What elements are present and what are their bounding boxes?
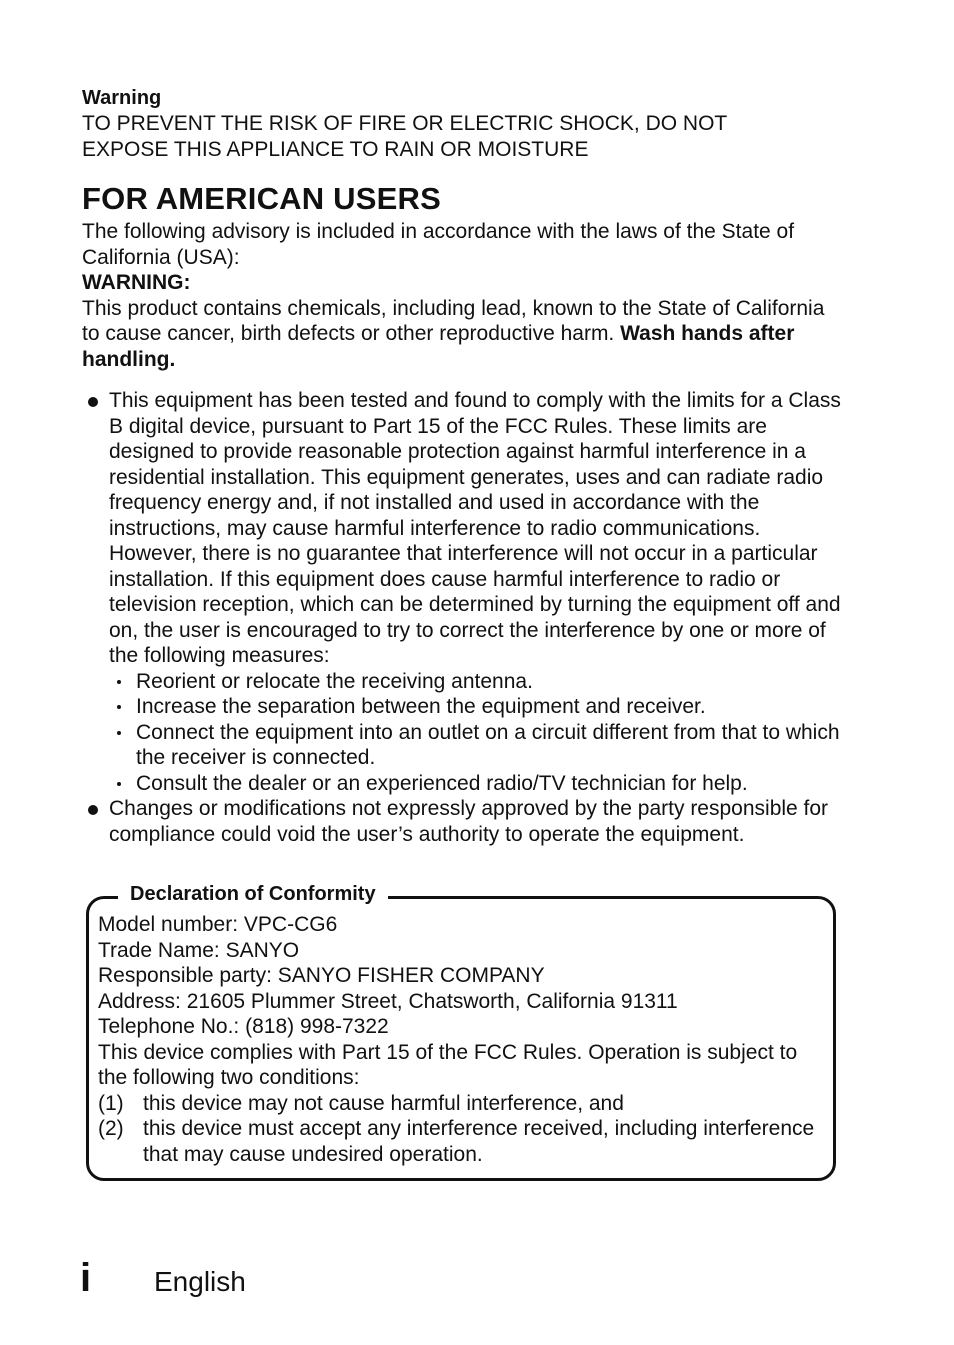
responsible-party: Responsible party: SANYO FISHER COMPANY	[98, 964, 545, 987]
fcc-bullet-1	[82, 388, 842, 796]
fcc-bullet-2-text: Changes or modifications not expressly approved by the party responsible for compliance could void the user’s authority to operate the equipment.	[109, 797, 829, 846]
measures-list	[109, 669, 842, 797]
advisory-text: The following advisory is included in accordance with the laws of the State of California (USA):	[82, 220, 795, 269]
footer-language: English	[154, 1266, 246, 1297]
condition-number: (2)	[98, 1117, 124, 1140]
model-number: Model number: VPC-CG6	[98, 913, 338, 936]
page-number: i	[80, 1256, 92, 1300]
measure-text: Consult the dealer or an experienced radio/TV technician for help.	[136, 771, 748, 795]
condition-item	[98, 1091, 828, 1117]
condition-text: this device must accept any interference received, including interference that may cause undesired operation.	[143, 1117, 815, 1166]
compliance-statement: This device complies with Part 15 of the FCC Rules. Operation is subject to the following two conditions:	[98, 1040, 798, 1089]
telephone: Telephone No.: (818) 998-7322	[98, 1015, 389, 1038]
prop65-warning-text	[82, 296, 842, 373]
fcc-bullet-2	[82, 796, 842, 847]
measure-text: Reorient or relocate the receiving antenna.	[136, 669, 533, 693]
warning-line-2: EXPOSE THIS APPLIANCE TO RAIN OR MOISTURE	[82, 137, 589, 161]
document-body	[82, 86, 842, 847]
fcc-bullet-1-text: This equipment has been tested and found to comply with the limits for a Class B digital device, pursuant to Part 15 of the FCC Rules. These limits are designed to provide reasonable protection against harmful interference in a residential installation. This equipment generates, uses and can radiate radio frequency energy and, if not installed and used in accordance with the instructions, may cause harmful interference to radio communications. However, there is no guarantee that interference will not occur in a particular installation. If this equipment does cause harmful interference to radio or television reception, which can be determined by turning the equipment off and on, the user is encouraged to try to correct the interference by one or more of the following measures:	[109, 389, 841, 667]
small-bullet-icon	[117, 782, 121, 786]
warning-label: Warning	[82, 87, 162, 109]
declaration-content	[98, 912, 828, 1167]
address: Address: 21605 Plummer Street, Chatsworth, California 91311	[98, 989, 678, 1013]
measure-item	[109, 720, 842, 771]
prop65-warning-label: WARNING:	[82, 271, 191, 294]
measure-item	[109, 694, 842, 720]
fcc-bullet-list	[82, 388, 842, 847]
declaration-title: Declaration of Conformity	[118, 880, 388, 908]
measure-text: Connect the equipment into an outlet on a circuit different from that to which the receiver is connected.	[136, 720, 840, 769]
prop65-warning-emphasis: Wash hands after handling.	[82, 322, 795, 371]
small-bullet-icon	[117, 680, 121, 684]
measure-item	[109, 771, 842, 797]
condition-number: (1)	[98, 1091, 124, 1115]
measure-item	[109, 669, 842, 695]
condition-item	[98, 1116, 828, 1167]
measure-text: Increase the separation between the equipment and receiver.	[136, 695, 706, 718]
section-heading: FOR AMERICAN USERS	[82, 181, 441, 216]
condition-text: this device may not cause harmful interference, and	[143, 1091, 624, 1115]
small-bullet-icon	[117, 731, 121, 735]
prop65-warning-body: This product contains chemicals, including lead, known to the State of California to cause cancer, birth defects or other reproductive harm.	[82, 296, 825, 345]
bullet-dot-icon	[88, 805, 98, 815]
warning-line-1: TO PREVENT THE RISK OF FIRE OR ELECTRIC SHOCK, DO NOT	[82, 112, 728, 135]
bullet-dot-icon	[88, 397, 98, 407]
trade-name: Trade Name: SANYO	[98, 938, 300, 962]
small-bullet-icon	[117, 705, 121, 709]
